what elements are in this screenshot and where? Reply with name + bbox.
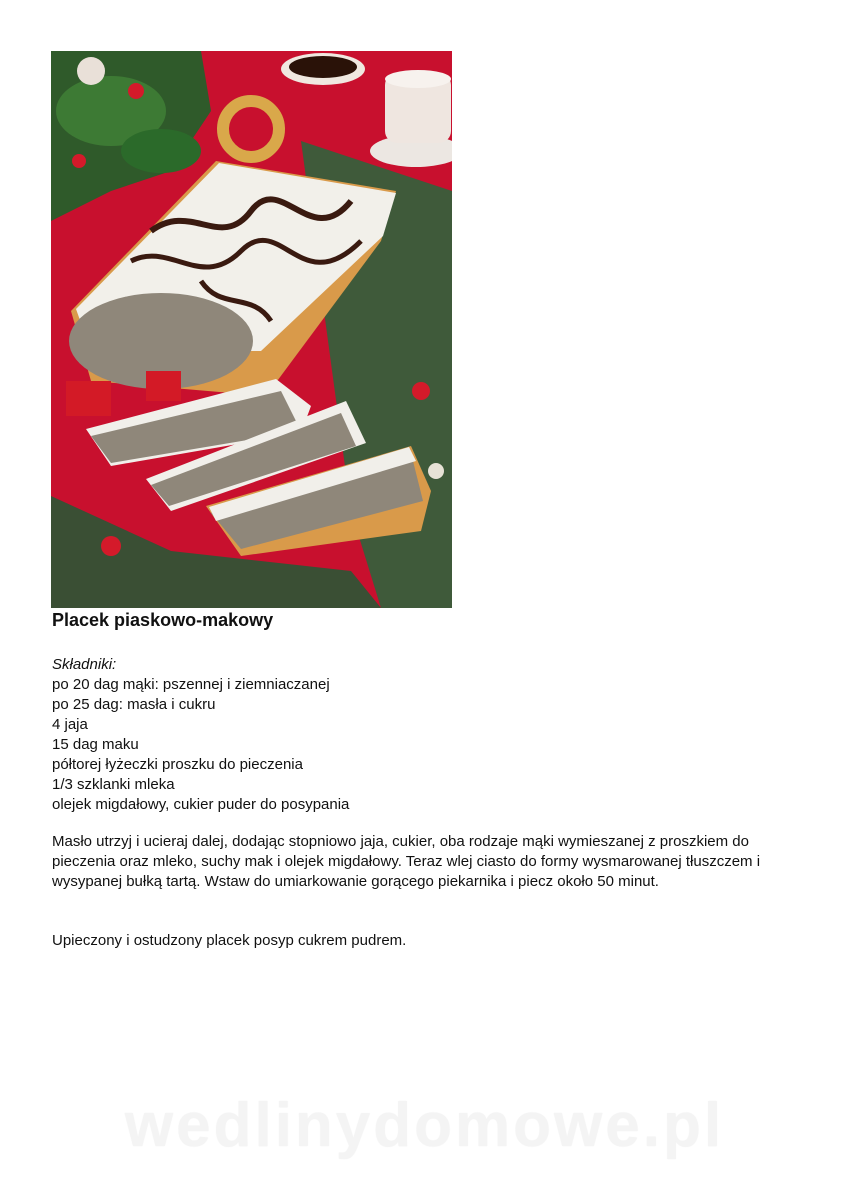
ingredients-section bbox=[52, 655, 349, 815]
ingredient-item: półtorej łyżeczki proszku do pieczenia bbox=[52, 756, 303, 773]
finishing-paragraph: Upieczony i ostudzony placek posyp cukrem pudrem. bbox=[52, 932, 407, 949]
recipe-title: Placek piaskowo-makowy bbox=[52, 610, 274, 630]
ingredients-list bbox=[52, 675, 349, 815]
ingredient-item: po 20 dag mąki: pszennej i ziemniaczanej bbox=[52, 676, 330, 693]
ingredient-item: 1/3 szklanki mleka bbox=[52, 776, 175, 793]
instructions-paragraph: Masło utrzyj i ucieraj dalej, dodając stopniowo jaja, cukier, oba rodzaje mąki wymieszanej z proszkiem do pieczenia oraz mleko, suchy mak i olejek migdałowy. Teraz wlej ciasto do formy wysmarowanej tłuszczem i wysypanej bułką tartą. Wstaw do umiarkowanie gorącego piekarnika i piecz około 50 minut. bbox=[52, 833, 761, 890]
recipe-photo bbox=[51, 51, 452, 608]
ingredient-item: 4 jaja bbox=[52, 716, 88, 733]
ingredient-item: olejek migdałowy, cukier puder do posypania bbox=[52, 796, 350, 813]
ingredients-label: Składniki: bbox=[52, 656, 117, 673]
ingredient-item: po 25 dag: masła i cukru bbox=[52, 696, 216, 713]
ingredient-item: 15 dag maku bbox=[52, 736, 139, 753]
cake-illustration bbox=[51, 51, 452, 608]
watermark: wedlinydomowe.pl bbox=[124, 1091, 725, 1160]
